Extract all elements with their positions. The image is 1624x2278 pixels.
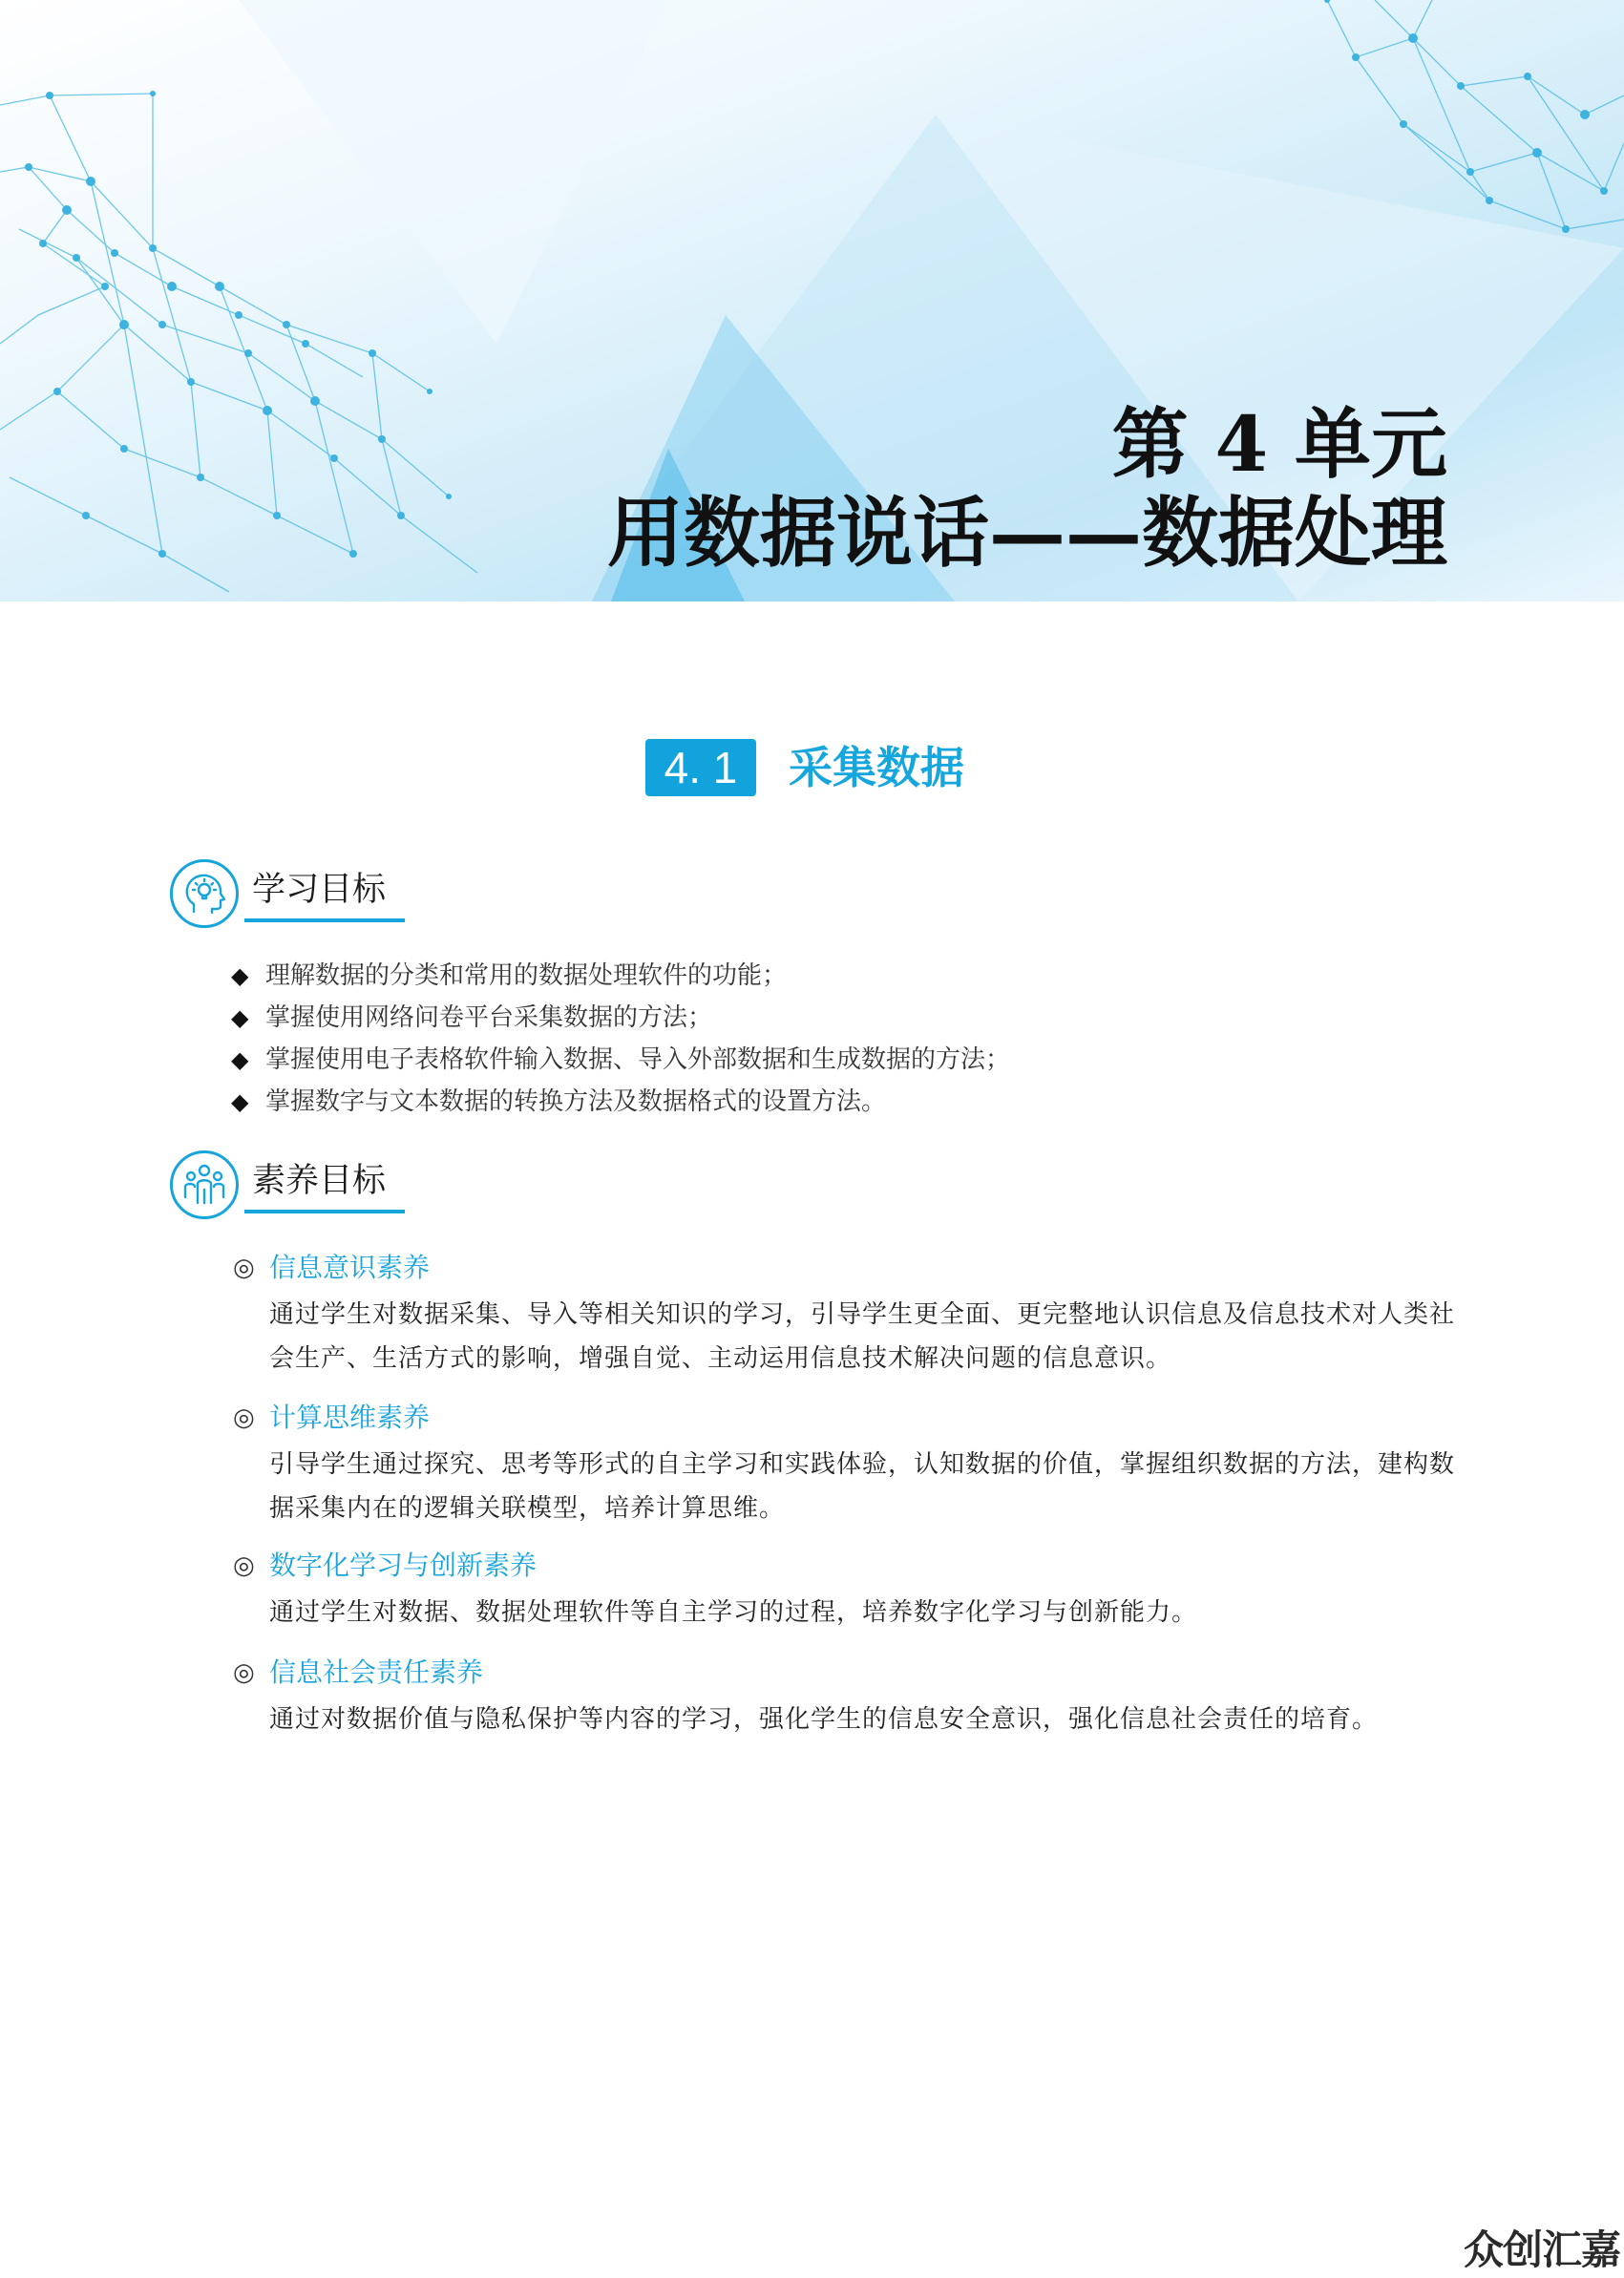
literacy-item [233, 1654, 1465, 1741]
literacy-item-body: 通过对数据价值与隐私保护等内容的学习，强化学生的信息安全意识，强化信息社会责任的培育。 [269, 1705, 1379, 1734]
list-item-text: 掌握数字与文本数据的转换方法及数据格式的设置方法。 [265, 1087, 887, 1116]
double-circle-bullet-icon: ◎ [233, 1403, 255, 1432]
literacy-item-body: 通过学生对数据采集、导入等相关知识的学习，引导学生更全面、更完整地认识信息及信息技术对人类社会生产、生活方式的影响，增强自觉、主动运用信息技术解决问题的信息意识。 [269, 1300, 1456, 1373]
double-circle-bullet-icon: ◎ [233, 1254, 255, 1282]
learning-objectives-list [231, 955, 1010, 1123]
literacy-item [233, 1547, 1465, 1635]
literacy-item-title [233, 1654, 1465, 1692]
double-circle-bullet-icon: ◎ [233, 1551, 255, 1580]
literacy-item-title-text: 数字化学习与创新素养 [269, 1550, 538, 1581]
list-item [231, 1081, 1010, 1123]
literacy-item-title [233, 1249, 1465, 1287]
literacy-item-title [233, 1547, 1465, 1585]
list-item [231, 997, 1010, 1039]
chapter-banner [0, 0, 1624, 601]
learning-objectives-heading [170, 859, 418, 936]
literacy-item-title-text: 信息意识素养 [269, 1252, 431, 1283]
learning-objectives-label: 学习目标 [252, 871, 387, 909]
diamond-bullet-icon: ◆ [231, 1046, 249, 1073]
literacy-item-body: 通过学生对数据、数据处理软件等自主学习的过程，培养数字化学习与创新能力。 [269, 1598, 1198, 1627]
diamond-bullet-icon: ◆ [231, 962, 249, 989]
literacy-item-body: 引导学生通过探究、思考等形式的自主学习和实践体验，认知数据的价值，掌握组织数据的方法，建构数据采集内在的逻辑关联模型，培养计算思维。 [269, 1450, 1456, 1523]
list-item-text: 理解数据的分类和常用的数据处理软件的功能； [265, 961, 788, 990]
heading-underline [244, 1210, 405, 1213]
list-item-text: 掌握使用网络问卷平台采集数据的方法； [265, 1003, 713, 1032]
head-lightbulb-icon [170, 859, 239, 928]
watermark-logo: 众创汇嘉 [1463, 2226, 1620, 2273]
literacy-item-title-text: 计算思维素养 [269, 1402, 431, 1433]
diamond-bullet-icon: ◆ [231, 1004, 249, 1031]
section-title: 采集数据 [789, 742, 964, 793]
list-item [231, 955, 1010, 997]
unit-subtitle: 用数据说话——数据处理 [607, 488, 1447, 578]
double-circle-bullet-icon: ◎ [233, 1658, 255, 1687]
list-item [231, 1039, 1010, 1081]
list-item-text: 掌握使用电子表格软件输入数据、导入外部数据和生成数据的方法； [265, 1045, 1011, 1074]
heading-underline [244, 918, 405, 922]
literacy-item-title [233, 1399, 1465, 1437]
unit-title: 第 4 单元 [1111, 399, 1447, 489]
diamond-bullet-icon: ◆ [231, 1088, 249, 1115]
literacy-item [233, 1249, 1465, 1381]
people-group-icon [170, 1150, 239, 1219]
literacy-objectives-label: 素养目标 [252, 1162, 387, 1200]
literacy-objectives-heading [170, 1150, 418, 1227]
literacy-item-title-text: 信息社会责任素养 [269, 1656, 484, 1688]
literacy-item [233, 1399, 1465, 1530]
section-number-badge: 4. 1 [645, 739, 756, 796]
